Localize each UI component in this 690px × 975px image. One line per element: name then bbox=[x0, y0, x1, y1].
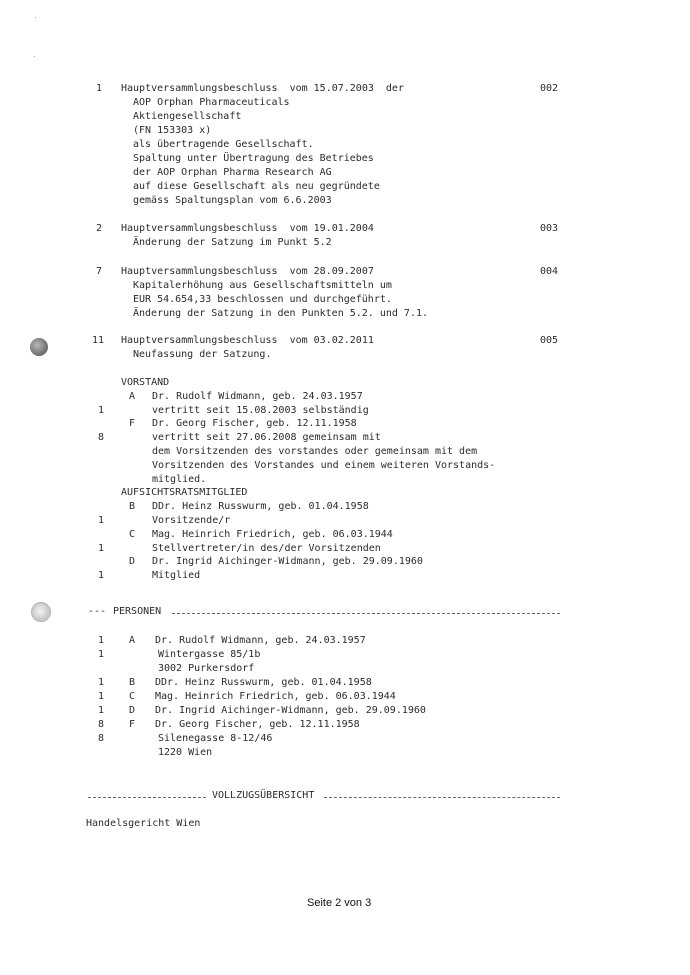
entry-number: 2 bbox=[96, 223, 103, 234]
court-name: Handelsgericht Wien bbox=[86, 818, 201, 829]
letter-marker: C bbox=[129, 691, 136, 702]
person-line: Silenegasse 8-12/46 bbox=[158, 733, 273, 744]
line-number: 8 bbox=[98, 432, 105, 443]
entry-code: 004 bbox=[540, 266, 559, 277]
entry-code: 003 bbox=[540, 223, 559, 234]
letter-marker: D bbox=[129, 705, 136, 716]
letter-marker: D bbox=[129, 556, 136, 567]
page-number-footer: Seite 2 von 3 bbox=[307, 897, 372, 909]
person-line: Vorsitzende/r bbox=[152, 515, 231, 526]
line-number: 8 bbox=[98, 719, 105, 730]
entry-line: Kapitalerhöhung aus Gesellschaftsmitteln um bbox=[133, 280, 392, 291]
person-line: Dr. Georg Fischer, geb. 12.11.1958 bbox=[155, 719, 360, 730]
punch-hole-mark bbox=[31, 602, 51, 622]
entry-number: 11 bbox=[92, 335, 105, 346]
divider-line bbox=[324, 797, 560, 798]
punch-hole-mark bbox=[30, 338, 48, 356]
person-line: vertritt seit 15.08.2003 selbständig bbox=[152, 405, 369, 416]
person-line: Dr. Georg Fischer, geb. 12.11.1958 bbox=[152, 418, 357, 429]
letter-marker: F bbox=[129, 719, 136, 730]
letter-marker: F bbox=[129, 418, 136, 429]
entry-line: gemäss Spaltungsplan vom 6.6.2003 bbox=[133, 195, 332, 206]
entry-number: 1 bbox=[96, 83, 103, 94]
line-number: 1 bbox=[98, 570, 105, 581]
person-line: Mitglied bbox=[152, 570, 201, 581]
line-number: 1 bbox=[98, 691, 105, 702]
section-heading-aufsichtsrat: AUFSICHTSRATSMITGLIED bbox=[121, 487, 248, 498]
divider-line bbox=[172, 613, 560, 614]
letter-marker: A bbox=[129, 391, 136, 402]
person-line: DDr. Heinz Russwurm, geb. 01.04.1958 bbox=[155, 677, 372, 688]
line-number: 8 bbox=[98, 733, 105, 744]
person-line: mitglied. bbox=[152, 474, 207, 485]
person-line: Mag. Heinrich Friedrich, geb. 06.03.1944 bbox=[152, 529, 393, 540]
entry-line: der AOP Orphan Pharma Research AG bbox=[133, 167, 332, 178]
line-number: 1 bbox=[98, 543, 105, 554]
entry-title: Hauptversammlungsbeschluss vom 28.09.2007 bbox=[121, 266, 374, 277]
person-line: dem Vorsitzenden des vorstandes oder gemeinsam mit dem bbox=[152, 446, 478, 457]
line-number: 1 bbox=[98, 515, 105, 526]
person-line: vertritt seit 27.06.2008 gemeinsam mit bbox=[152, 432, 381, 443]
entry-line: auf diese Gesellschaft als neu gegründete bbox=[133, 181, 380, 192]
letter-marker: B bbox=[129, 501, 136, 512]
divider-label-vollzug: VOLLZUGSÜBERSICHT bbox=[212, 790, 315, 801]
divider-line bbox=[88, 797, 206, 798]
line-number: 1 bbox=[98, 677, 105, 688]
person-line: Dr. Ingrid Aichinger-Widmann, geb. 29.09.1960 bbox=[155, 705, 426, 716]
entry-line: EUR 54.654,33 beschlossen und durchgeführt. bbox=[133, 294, 392, 305]
line-number: 1 bbox=[98, 635, 105, 646]
section-heading-vorstand: VORSTAND bbox=[121, 377, 170, 388]
scan-speck bbox=[35, 17, 36, 18]
person-line: Wintergasse 85/1b bbox=[158, 649, 261, 660]
entry-line: als übertragende Gesellschaft. bbox=[133, 139, 314, 150]
entry-line: Neufassung der Satzung. bbox=[133, 349, 272, 360]
person-line: Dr. Ingrid Aichinger-Widmann, geb. 29.09.1960 bbox=[152, 556, 423, 567]
person-line: Mag. Heinrich Friedrich, geb. 06.03.1944 bbox=[155, 691, 396, 702]
letter-marker: C bbox=[129, 529, 136, 540]
person-line: Dr. Rudolf Widmann, geb. 24.03.1957 bbox=[152, 391, 363, 402]
scan-speck bbox=[34, 56, 35, 57]
line-number: 1 bbox=[98, 405, 105, 416]
letter-marker: B bbox=[129, 677, 136, 688]
person-line: DDr. Heinz Russwurm, geb. 01.04.1958 bbox=[152, 501, 369, 512]
entry-line: Spaltung unter Übertragung des Betriebes bbox=[133, 153, 374, 164]
entry-line: (FN 153303 x) bbox=[133, 125, 212, 136]
entry-title: Hauptversammlungsbeschluss vom 03.02.2011 bbox=[121, 335, 374, 346]
entry-line: Änderung der Satzung im Punkt 5.2 bbox=[133, 237, 332, 248]
entry-number: 7 bbox=[96, 266, 103, 277]
letter-marker: A bbox=[129, 635, 136, 646]
entry-code: 002 bbox=[540, 83, 559, 94]
divider-prefix: --- bbox=[88, 606, 107, 617]
line-number: 1 bbox=[98, 649, 105, 660]
entry-line: AOP Orphan Pharmaceuticals bbox=[133, 97, 290, 108]
entry-title: Hauptversammlungsbeschluss vom 15.07.2003 der bbox=[121, 83, 404, 94]
person-line: Vorsitzenden des Vorstandes und einem weiteren Vorstands- bbox=[152, 460, 496, 471]
divider-label-personen: PERSONEN bbox=[113, 606, 162, 617]
entry-title: Hauptversammlungsbeschluss vom 19.01.2004 bbox=[121, 223, 374, 234]
entry-line: Aktiengesellschaft bbox=[133, 111, 242, 122]
person-line: Stellvertreter/in des/der Vorsitzenden bbox=[152, 543, 381, 554]
line-number: 1 bbox=[98, 705, 105, 716]
person-line: 1220 Wien bbox=[158, 747, 213, 758]
entry-code: 005 bbox=[540, 335, 559, 346]
person-line: Dr. Rudolf Widmann, geb. 24.03.1957 bbox=[155, 635, 366, 646]
entry-line: Änderung der Satzung in den Punkten 5.2. und 7.1. bbox=[133, 308, 429, 319]
person-line: 3002 Purkersdorf bbox=[158, 663, 255, 674]
